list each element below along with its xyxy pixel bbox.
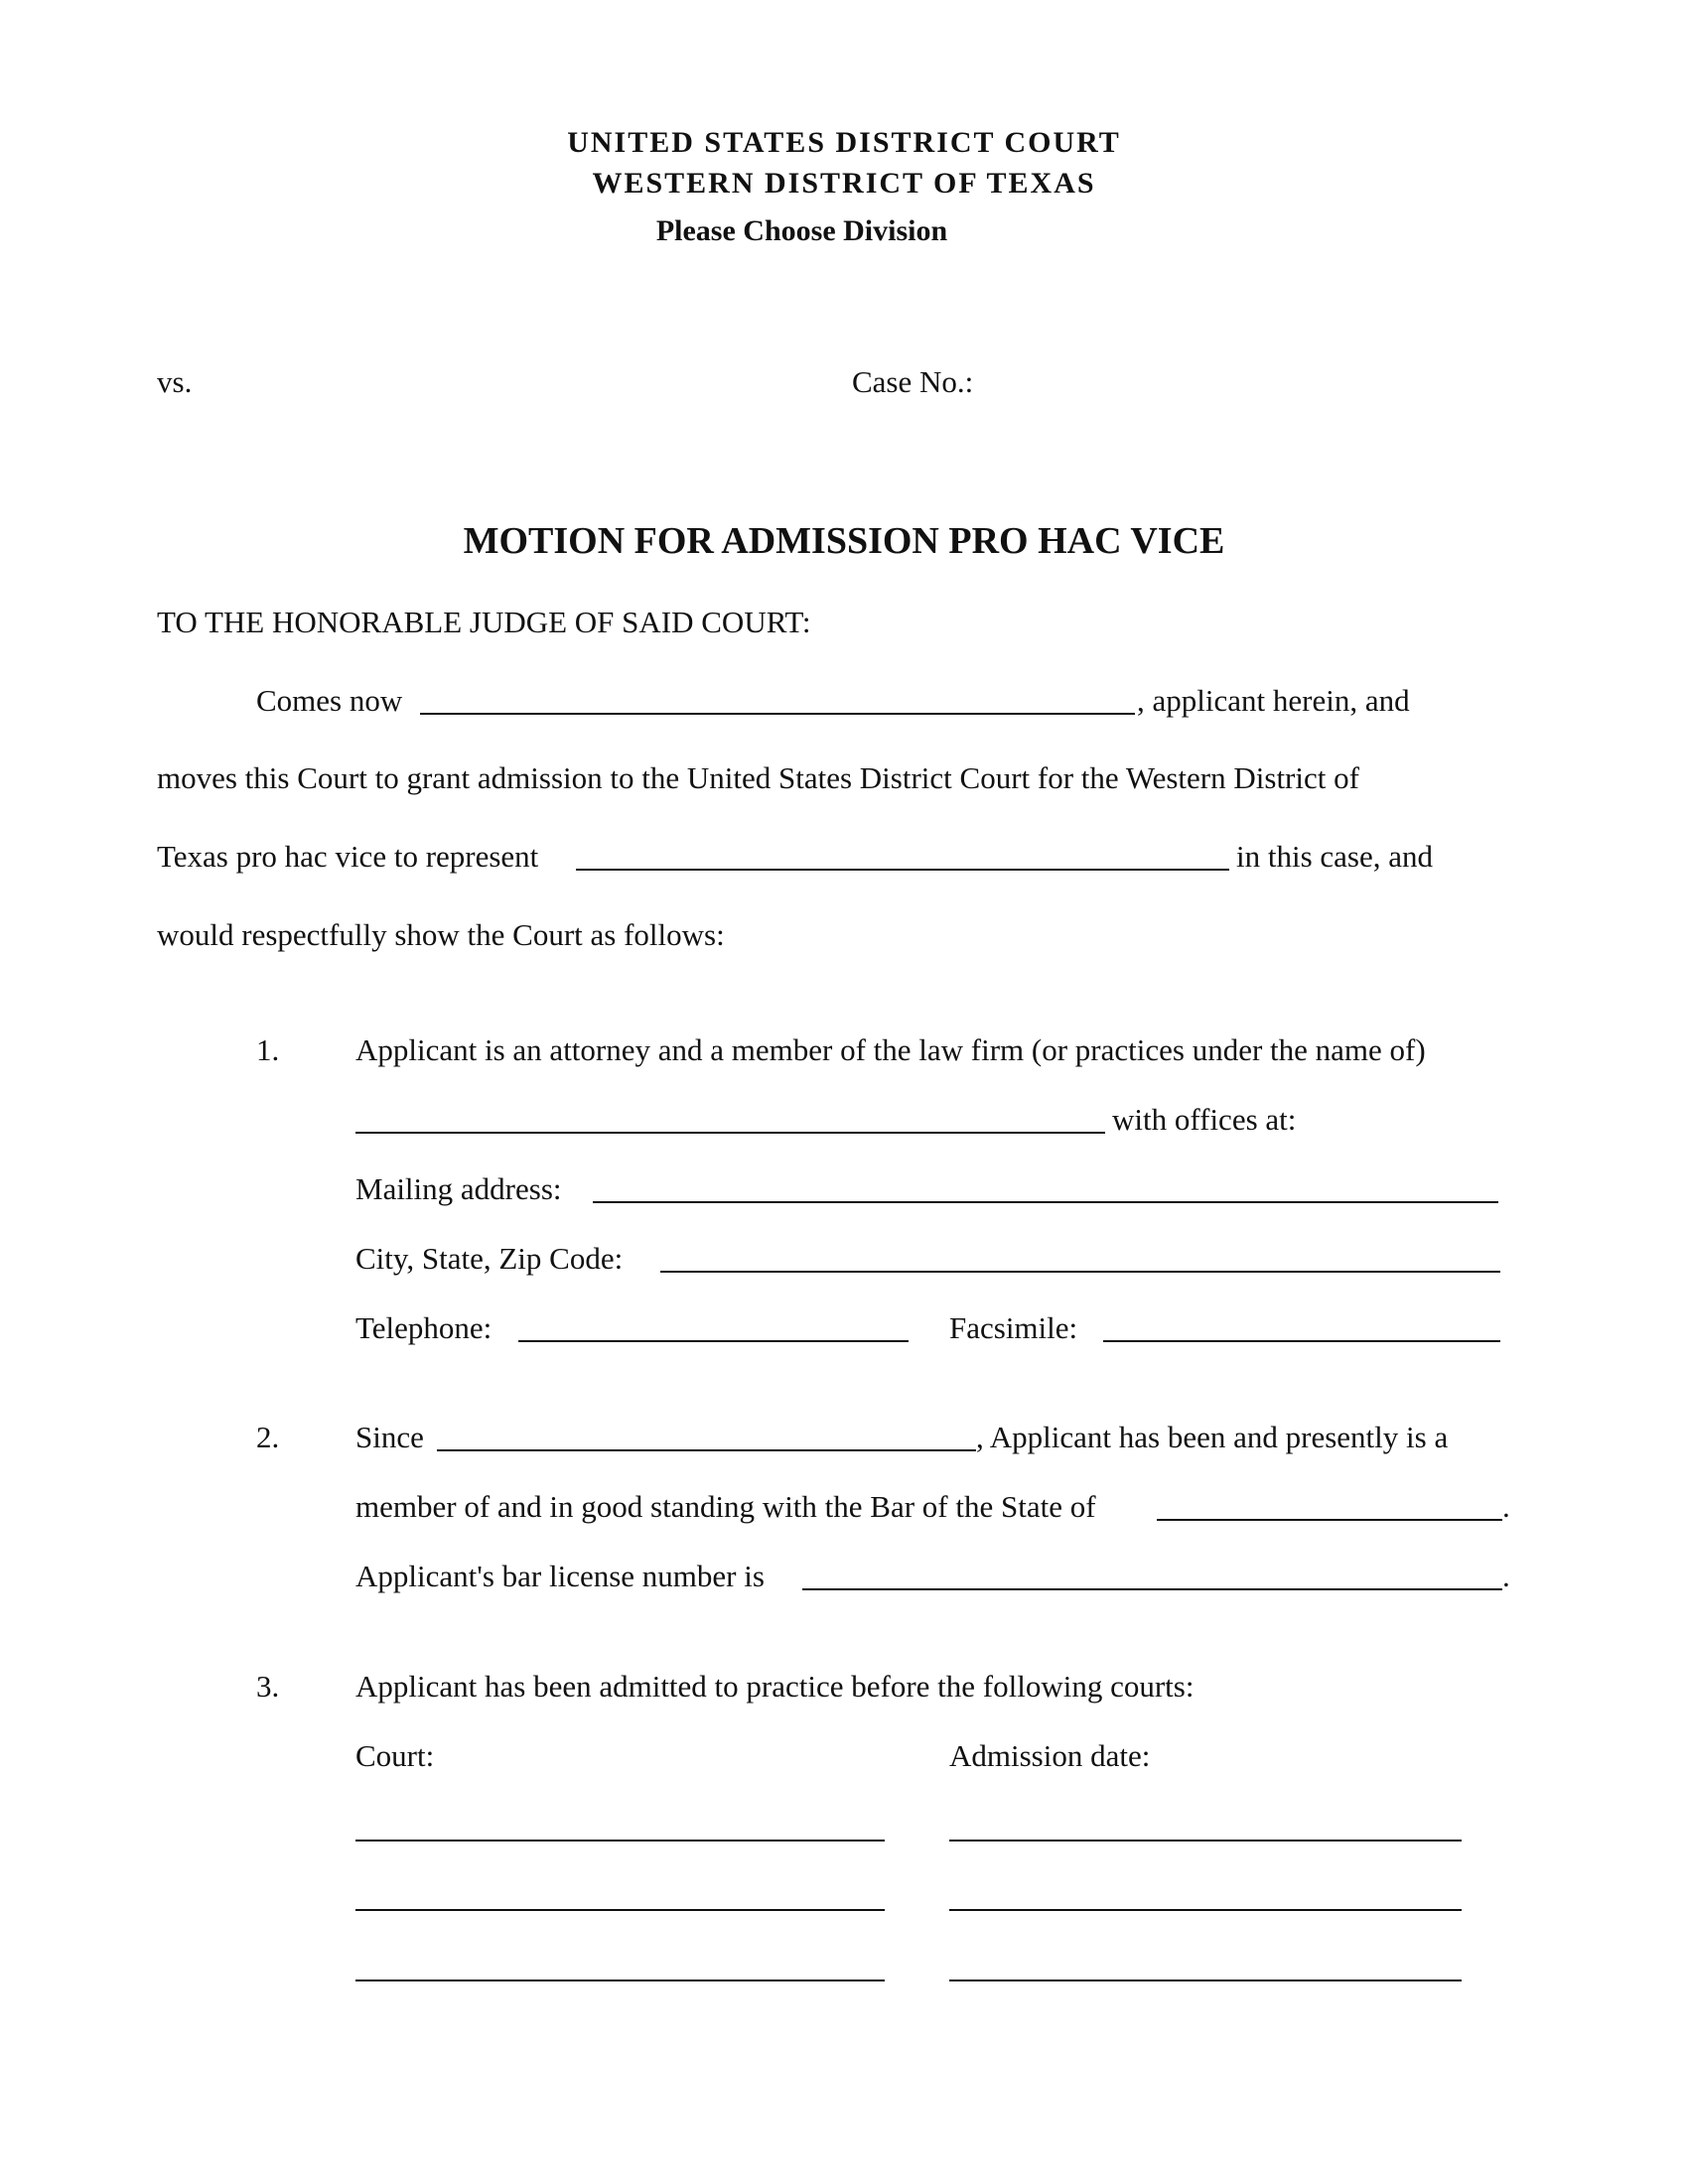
item-2-number: 2. <box>256 1420 280 1454</box>
mailing-address-field[interactable] <box>593 1201 1498 1203</box>
facsimile-field[interactable] <box>1103 1340 1500 1342</box>
case-number-label: Case No.: <box>852 364 974 399</box>
intro-line-2: moves this Court to grant admission to the United States District Court for the Western District of <box>157 760 1359 795</box>
vs-label: vs. <box>157 364 193 399</box>
license-text: Applicant's bar license number is <box>355 1559 765 1593</box>
law-firm-field[interactable] <box>355 1132 1105 1134</box>
document-title: MOTION FOR ADMISSION PRO HAC VICE <box>463 520 1225 562</box>
admission-date-field-3[interactable] <box>949 1979 1462 1981</box>
license-period: . <box>1502 1559 1510 1593</box>
bar-license-field[interactable] <box>802 1588 1502 1590</box>
salutation: TO THE HONORABLE JUDGE OF SAID COURT: <box>157 605 811 639</box>
admission-since-field[interactable] <box>437 1449 976 1451</box>
court-field-2[interactable] <box>355 1909 885 1911</box>
item-3-text: Applicant has been admitted to practice before the following courts: <box>355 1669 1195 1704</box>
item-3-number: 3. <box>256 1669 280 1704</box>
represent-text: Texas pro hac vice to represent <box>157 839 539 874</box>
since-tail-text: , Applicant has been and presently is a <box>976 1420 1449 1454</box>
since-text: Since <box>355 1420 424 1454</box>
court-field-3[interactable] <box>355 1979 885 1981</box>
facsimile-label: Facsimile: <box>949 1310 1078 1345</box>
applicant-herein-text: , applicant herein, and <box>1137 683 1410 718</box>
with-offices-text: with offices at: <box>1112 1102 1297 1137</box>
court-name: UNITED STATES DISTRICT COURT <box>567 126 1121 159</box>
comes-now-text: Comes now <box>256 683 403 718</box>
court-column-header: Court: <box>355 1738 435 1773</box>
telephone-label: Telephone: <box>355 1310 492 1345</box>
represented-party-field[interactable] <box>576 869 1229 871</box>
court-field-1[interactable] <box>355 1840 885 1842</box>
intro-line-4: would respectfully show the Court as follows: <box>157 917 725 952</box>
admission-date-column-header: Admission date: <box>949 1738 1151 1773</box>
city-state-zip-field[interactable] <box>660 1271 1500 1273</box>
member-period: . <box>1502 1489 1510 1524</box>
mailing-address-label: Mailing address: <box>355 1171 562 1206</box>
in-this-case-text: in this case, and <box>1236 839 1434 874</box>
district-name: WESTERN DISTRICT OF TEXAS <box>592 167 1096 200</box>
item-1-text: Applicant is an attorney and a member of the law firm (or practices under the name of) <box>355 1032 1426 1067</box>
city-state-zip-label: City, State, Zip Code: <box>355 1241 624 1276</box>
telephone-field[interactable] <box>518 1340 909 1342</box>
admission-date-field-1[interactable] <box>949 1840 1462 1842</box>
division-select[interactable]: Please Choose Division <box>655 214 948 247</box>
applicant-name-field[interactable] <box>420 713 1135 715</box>
bar-state-field[interactable] <box>1157 1519 1502 1521</box>
member-text: member of and in good standing with the Bar of the State of <box>355 1489 1096 1524</box>
admission-date-field-2[interactable] <box>949 1909 1462 1911</box>
item-1-number: 1. <box>256 1032 280 1067</box>
